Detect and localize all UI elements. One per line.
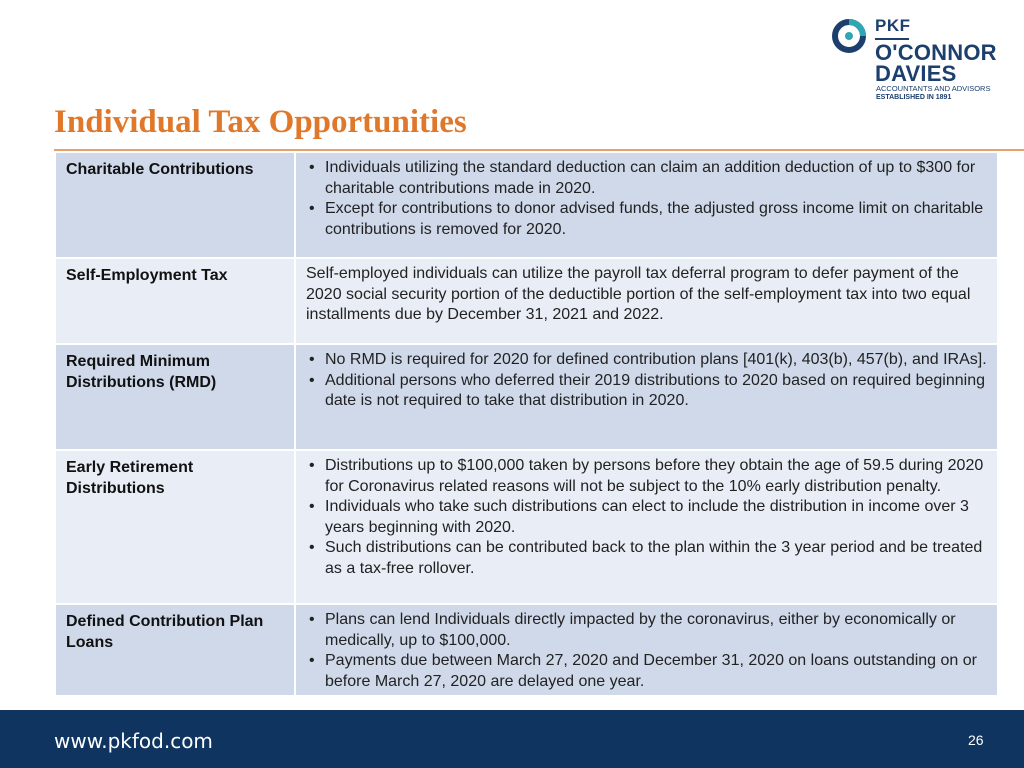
logo-davies-text: DAVIES — [875, 61, 957, 86]
bullet-item: • Additional persons who deferred their 2019 distributions to 2020 based on required beginning date is not required to take that distribution in 2020. — [306, 371, 987, 412]
logo-ring-icon — [831, 16, 871, 56]
row-label: Defined Contribution Plan Loans — [56, 605, 294, 695]
row-label: Required Minimum Distributions (RMD) — [56, 345, 294, 449]
row-label: Self-Employment Tax — [56, 259, 294, 343]
bullet-item: • Individuals who take such distributions can elect to include the distribution in income over 3 years beginning with 2020. — [306, 497, 987, 538]
bullet-item: • Except for contributions to donor advised funds, the adjusted gross income limit on charitable contributions is removed for 2020. — [306, 199, 987, 240]
row-content — [296, 451, 997, 603]
bullet-item: • Distributions up to $100,000 taken by persons before they obtain the age of 59.5 during 2020 for Coronavirus related reasons will not be subject to the 10% early distribution penalty. — [306, 456, 987, 497]
logo-established: ESTABLISHED IN 1891 — [876, 94, 952, 101]
page-number: 26 — [968, 732, 984, 748]
bullet-list — [306, 158, 987, 240]
bullet-item: • Payments due between March 27, 2020 and December 31, 2020 on loans outstanding on or before March 27, 2020 are delayed one year. — [306, 651, 987, 692]
row-content — [296, 153, 997, 257]
table-row — [56, 345, 997, 449]
row-label: Early Retirement Distributions — [56, 451, 294, 603]
table-row — [56, 259, 997, 343]
row-label: Charitable Contributions — [56, 153, 294, 257]
table-row — [56, 153, 997, 257]
logo-oconnor-text: O'CONNOR — [875, 40, 997, 65]
bullet-item: • Such distributions can be contributed back to the plan within the 3 year period and be treated as a tax-free rollover. — [306, 538, 987, 579]
footer-website-link[interactable]: www.pkfod.com — [54, 729, 213, 753]
table-row — [56, 605, 997, 695]
logo-pkf-text: PKF — [875, 16, 911, 35]
bullet-item: • Individuals utilizing the standard deduction can claim an addition deduction of up to $300 for charitable contributions made in 2020. — [306, 158, 987, 199]
bullet-list — [306, 456, 987, 579]
page-title: Individual Tax Opportunities — [54, 104, 467, 140]
title-underline — [54, 149, 1024, 151]
bullet-list — [306, 610, 987, 692]
company-logo — [831, 14, 1006, 104]
table-row — [56, 451, 997, 603]
row-content — [296, 605, 997, 695]
bullet-list — [306, 350, 987, 412]
row-content — [296, 345, 997, 449]
bullet-item: • No RMD is required for 2020 for defined contribution plans [401(k), 403(b), 457(b), and IRAs]. — [306, 350, 987, 371]
row-content: Self-employed individuals can utilize the payroll tax deferral program to defer payment of the 2020 social security portion of the deductible portion of the self-employment tax into two equal installments due by December 31, 2021 and 2022. — [296, 259, 997, 343]
bullet-item: • Plans can lend Individuals directly impacted by the coronavirus, either by economically or medically, up to $100,000. — [306, 610, 987, 651]
footer-bar — [0, 710, 1024, 768]
logo-tagline: ACCOUNTANTS AND ADVISORS — [876, 84, 991, 93]
